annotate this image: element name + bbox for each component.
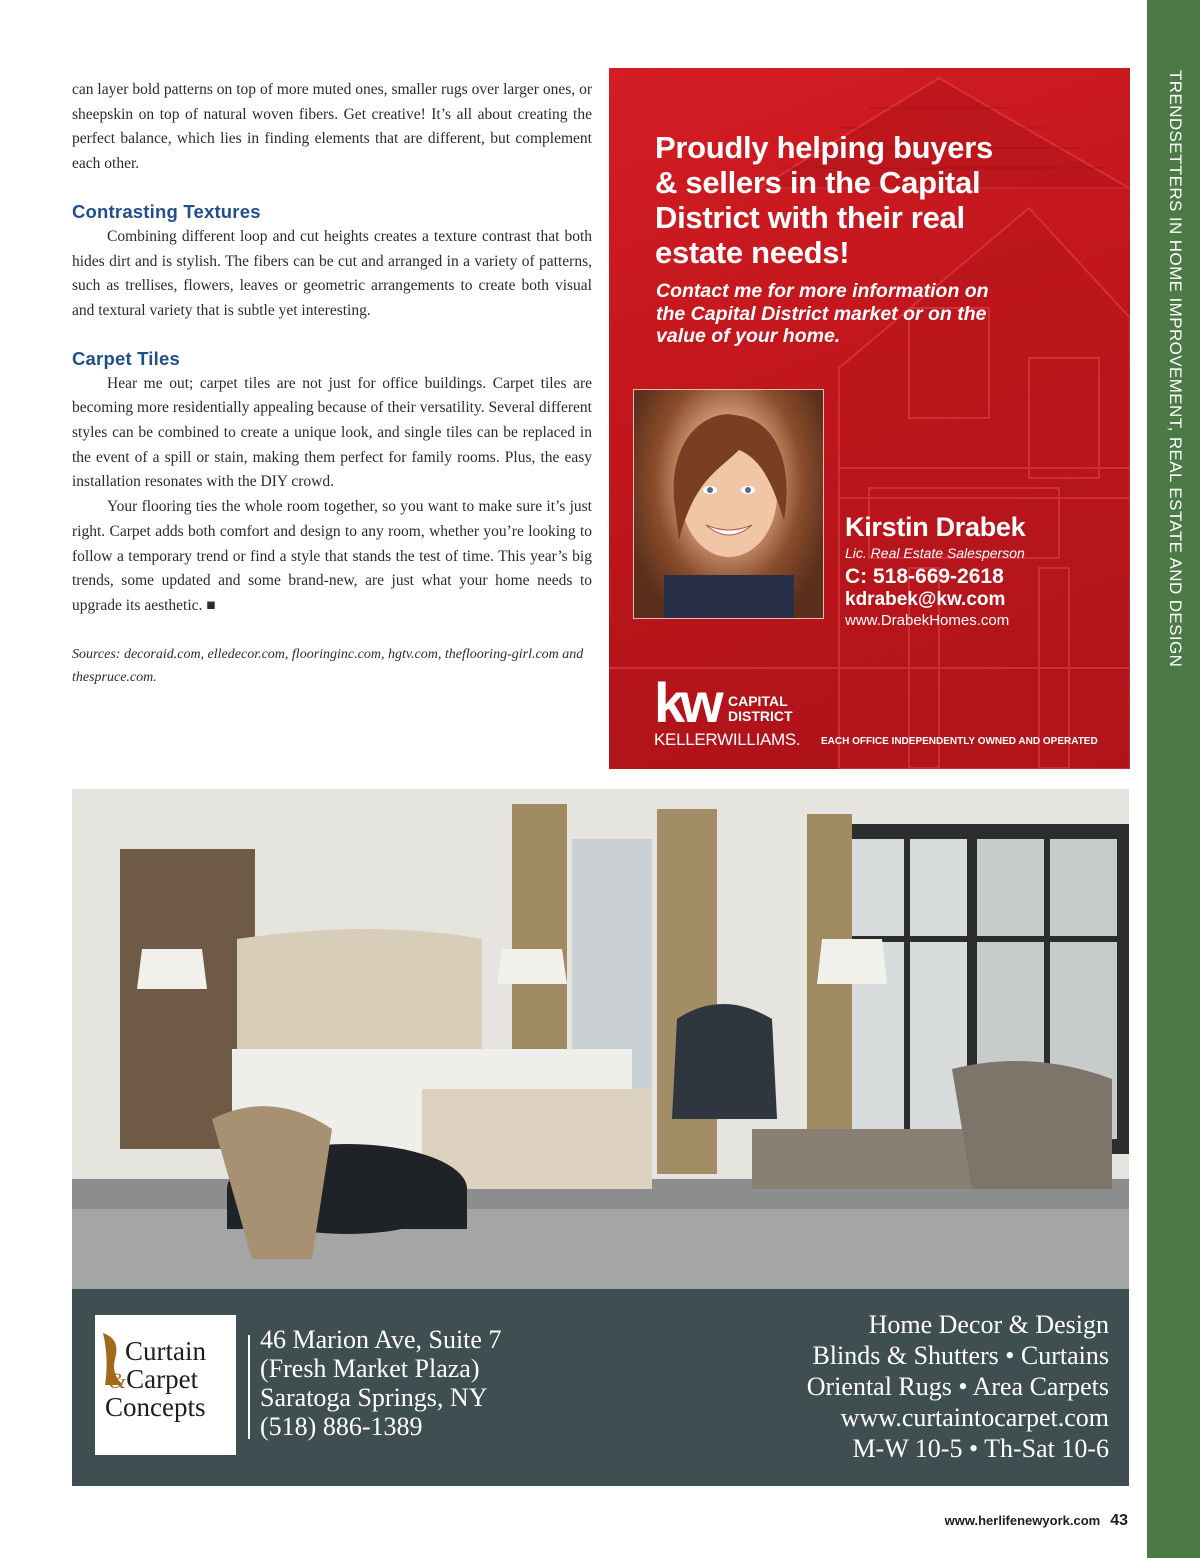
magazine-website[interactable]: www.herlifenewyork.com — [944, 1513, 1101, 1528]
agent-title: Lic. Real Estate Salesperson — [845, 545, 1025, 561]
store-website[interactable]: www.curtaintocarpet.com — [840, 1403, 1109, 1432]
page-footer — [945, 1512, 1128, 1530]
kw-logo-mark: kw — [654, 671, 719, 734]
curtain-carpet-ad[interactable] — [72, 789, 1129, 1486]
keller-williams-ad[interactable] — [609, 68, 1130, 769]
store-hours: M-W 10-5 • Th-Sat 10-6 — [852, 1434, 1109, 1463]
keller-williams-logo — [654, 671, 801, 750]
agent-photo — [633, 389, 824, 619]
paragraph-conclusion: Your flooring ties the whole room together, so you want to make sure it’s just right. Carpet adds both comfort and design to any room, whether you’re looking to follow a temporary trend or find a style that stands the test of time. This year’s big trends, some updated and some brand-new, are just what your home needs to upgrade its aesthetic. ■ — [72, 498, 592, 614]
heading-contrasting-textures: Contrasting Textures — [72, 200, 261, 222]
store-phone[interactable]: (518) 886-1389 — [260, 1412, 423, 1441]
article-intro-paragraph: can layer bold patterns on top of more muted ones, smaller rugs over larger ones, or sheepskin on top of natural woven fibers. Get creative! It’s all about creating the perfect balance, which lies in finding elements that are different, but complement each other. — [72, 81, 592, 173]
logo-ampersand: & — [109, 1368, 127, 1393]
service-line-1: Home Decor & Design — [868, 1310, 1109, 1339]
store-services — [807, 1309, 1109, 1464]
section-title: TRENDSETTERS IN HOME IMPROVEMENT, REAL ESTATE AND DESIGN — [1166, 70, 1185, 668]
store-address — [260, 1325, 501, 1441]
ad-subheadline: Contact me for more information on the Capital District market or on the value of your home. — [656, 280, 989, 347]
kw-logo-wordmark: KELLERWILLIAMS. — [654, 730, 801, 749]
agent-email[interactable]: kdrabek@kw.com — [845, 589, 1006, 610]
logo-word-curtain: Curtain — [125, 1336, 206, 1366]
kw-logo-district: DISTRICT — [728, 708, 793, 724]
logo-word-carpet-text: Carpet — [126, 1364, 199, 1394]
logo-word-carpet — [109, 1365, 198, 1395]
logo-word-concepts: Concepts — [105, 1392, 206, 1422]
logo-divider — [248, 1335, 250, 1439]
address-line-2: (Fresh Market Plaza) — [260, 1354, 480, 1383]
agent-phone[interactable]: C: 518-669-2618 — [845, 565, 1004, 588]
curtain-carpet-logo — [95, 1315, 236, 1455]
sources-note: Sources: decoraid.com, elledecor.com, flooringinc.com, hgtv.com, theflooring-girl.com and thespruce.com. — [72, 646, 584, 685]
service-line-3: Oriental Rugs • Area Carpets — [806, 1372, 1109, 1401]
ad-headline: Proudly helping buyers & sellers in the Capital District with their real estate needs! — [655, 130, 993, 270]
agent-portrait-icon — [634, 390, 823, 618]
article-column — [72, 78, 592, 689]
address-line-1: 46 Marion Ave, Suite 7 — [260, 1325, 502, 1354]
paragraph-carpet-tiles: Hear me out; carpet tiles are not just for office buildings. Carpet tiles are becoming more residentially appealing because of their versatility. Several different styles can be combined to create a unique look, and single tiles can be replaced in the event of a spill or stain, making them perfect for family rooms. Plus, the easy installation resonates with the DIY crowd. — [72, 374, 592, 491]
agent-name: Kirstin Drabek — [845, 512, 1026, 542]
ad-disclaimer: EACH OFFICE INDEPENDENTLY OWNED AND OPERATED — [821, 736, 1098, 747]
paragraph-contrasting-textures: Combining different loop and cut heights creates a texture contrast that both hides dirt and is stylish. The fibers can be cut and arranged in a variety of patterns, such as trellises, flowers, leaves or geometric arrangements to create both visual and textural variety that is subtle yet interesting. — [72, 227, 592, 319]
heading-carpet-tiles: Carpet Tiles — [72, 347, 180, 369]
kw-logo-region — [728, 694, 793, 724]
agent-website[interactable]: www.DrabekHomes.com — [845, 612, 1010, 629]
agent-contact-block — [845, 512, 1025, 629]
kw-logo-capital: CAPITAL — [728, 693, 788, 709]
service-line-2: Blinds & Shutters • Curtains — [812, 1341, 1109, 1370]
section-sidebar — [1147, 0, 1200, 1558]
ad-footer-band — [72, 1289, 1129, 1486]
address-line-3: Saratoga Springs, NY — [260, 1383, 488, 1412]
bedroom-photo — [72, 789, 1129, 1289]
page-number: 43 — [1110, 1512, 1128, 1529]
